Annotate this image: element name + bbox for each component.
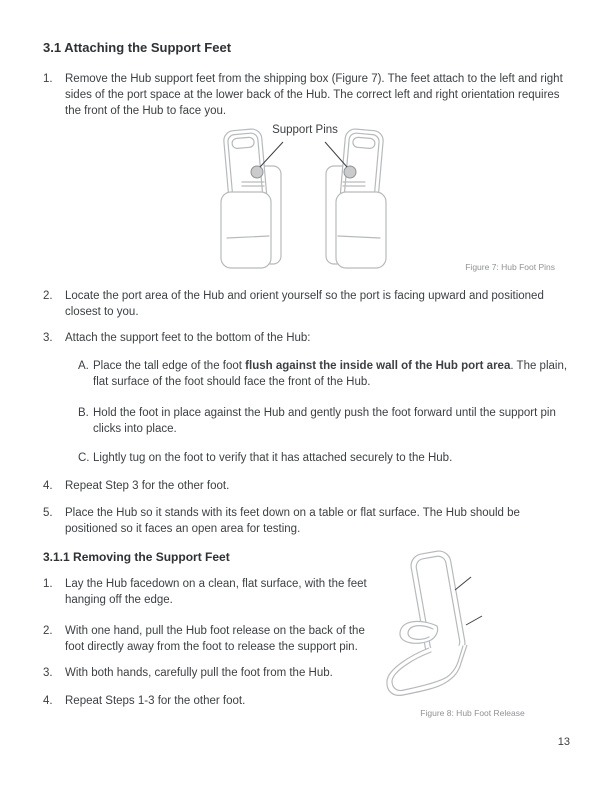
support-foot-right-illustration	[326, 128, 386, 268]
list-item-text: With one hand, pull the Hub foot release on the back of the foot directly away from the foot to release the support pin.	[65, 625, 365, 653]
figure8-caption: Figure 8: Hub Foot Release	[420, 708, 525, 718]
list-item-2	[43, 288, 570, 320]
remove-list-item-3	[43, 665, 375, 681]
list-item-number: 4.	[43, 695, 53, 707]
list-item-5	[43, 505, 570, 537]
sub-list-item-text: Hold the foot in place against the Hub and gently push the foot forward until the support pin clicks into place.	[93, 407, 556, 435]
list-item-number: 2.	[43, 625, 53, 637]
list-item-4	[43, 478, 570, 494]
leader-line-lower	[466, 616, 482, 625]
list-item-text: Remove the Hub support feet from the shipping box (Figure 7). The feet attach to the left and right sides of the port space at the lower back of the Hub. The correct left and right orientation requires the front of the Hub to face you.	[65, 73, 563, 117]
sub-list-item-text: Lightly tug on the foot to verify that it has attached securely to the Hub.	[93, 452, 453, 464]
sub-list-item-c	[78, 450, 570, 466]
hub-foot-release-illustration	[385, 545, 525, 705]
support-foot-left-illustration	[221, 128, 281, 268]
figure7-caption: Figure 7: Hub Foot Pins	[465, 262, 555, 272]
list-item-number: 4.	[43, 480, 53, 492]
list-item-text: Attach the support feet to the bottom of the Hub:	[65, 332, 311, 344]
list-item-number: 5.	[43, 507, 53, 519]
list-item-number: 1.	[43, 578, 53, 590]
leader-line-upper	[455, 577, 471, 590]
list-item-1	[43, 71, 570, 119]
subsection-title: 3.1.1 Removing the Support Feet	[43, 550, 230, 564]
list-item-text: Lay the Hub facedown on a clean, flat surface, with the feet hanging off the edge.	[65, 578, 367, 606]
section-title: 3.1 Attaching the Support Feet	[43, 40, 232, 55]
list-item-number: 3.	[43, 332, 53, 344]
support-pins-label: Support Pins	[272, 124, 338, 136]
support-feet-illustration	[185, 122, 425, 272]
list-item-number: 1.	[43, 73, 53, 85]
list-item-number: 2.	[43, 290, 53, 302]
figure-hub-foot-pins	[43, 122, 570, 272]
foot-release-handle	[400, 621, 438, 643]
list-item-3	[43, 330, 570, 346]
page-number: 13	[557, 736, 570, 748]
remove-list-item-1	[43, 576, 375, 608]
list-item-text: Place the Hub so it stands with its feet down on a table or flat surface. The Hub should be positioned so it faces an open area for testing.	[65, 507, 520, 535]
list-item-text: Locate the port area of the Hub and orient yourself so the port is facing upward and positioned closest to you.	[65, 290, 544, 318]
sub-list-item-letter: A.	[78, 360, 89, 372]
list-item-text: With both hands, carefully pull the foot from the Hub.	[65, 667, 333, 679]
sub-list-item-a	[78, 358, 570, 390]
sub-list-item-b	[78, 405, 570, 437]
text-segment: Place the tall edge of the foot	[93, 360, 246, 372]
remove-list-item-4	[43, 693, 375, 709]
list-item-number: 3.	[43, 667, 53, 679]
sub-list-item-letter: C.	[78, 452, 90, 464]
text-segment: . The plain, flat surface of the foot should face the front of the Hub.	[93, 360, 568, 388]
sub-list-item-letter: B.	[78, 407, 89, 419]
sub-list-item-text	[93, 358, 570, 390]
list-item-text: Repeat Steps 1-3 for the other foot.	[65, 695, 246, 707]
text-segment-bold: flush against the inside wall of the Hub port area	[245, 360, 511, 372]
remove-list-item-2	[43, 623, 375, 655]
figure-hub-foot-release	[385, 545, 525, 718]
list-item-text: Repeat Step 3 for the other foot.	[65, 480, 230, 492]
